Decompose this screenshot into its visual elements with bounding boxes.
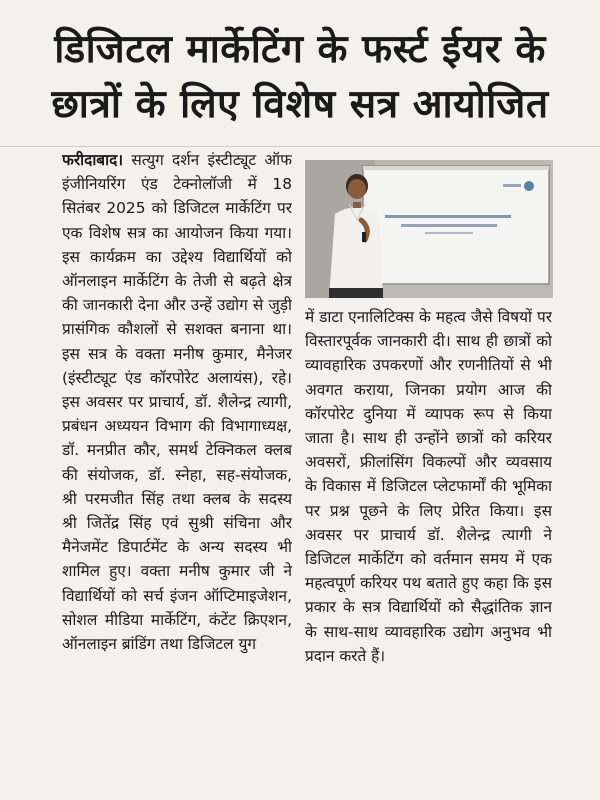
headline-line-1: डिजिटल मार्केटिंग के फर्स्ट ईयर के bbox=[54, 27, 546, 72]
headline bbox=[0, 22, 600, 132]
speaker-photo bbox=[305, 160, 553, 298]
photo-speaker-presentation-icon bbox=[305, 160, 553, 298]
article-column-right: में डाटा एनालिटिक्स के महत्व जैसे विषयों पर विस्तारपूर्वक जानकारी दी। साथ ही छात्रों को व्यावहारिक उपकरणों और रणनीतियों से भी अवगत कराया, जिनका प्रयोग आज की कॉरपोरेट दुनिया में व्यापक रूप से किया जाता है। साथ ही उन्होंने छात्रों को करियर अवसरों, फ्रीलांसिंग विकल्पों और व्यवसाय के विकास में डिजिटल प्लेटफार्मों की भूमिका पर प्रश्न पूछने के लिए प्रेरित किया। इस अवसर पर प्राचार्य डॉ. शैलेन्द्र त्यागी ने डिजिटल मार्केटिंग को वर्तमान समय में एक महत्वपूर्ण करियर पथ बताते हुए कहा कि इस प्रकार के सत्र विद्यार्थियों को सैद्धांतिक ज्ञान के साथ-साथ व्यावहारिक उद्योग अनुभव भी प्रदान करते हैं। bbox=[305, 308, 552, 665]
headline-line-2: छात्रों के लिए विशेष सत्र आयोजित bbox=[51, 82, 549, 127]
article-column-left bbox=[62, 148, 292, 778]
dateline: फरीदाबाद। bbox=[62, 151, 124, 169]
article-body-left: सत्युग दर्शन इंस्टीट्यूट ऑफ इंजीनियरिंग एंड टेक्नोलॉजी में 18 सितंबर 2025 को डिजिटल मार्केटिंग पर एक विशेष सत्र का आयोजन किया गया। इस कार्यक्रम का उद्देश्य विद्यार्थियों को ऑनलाइन मार्केटिंग के तेजी से बढ़ते क्षेत्र की जानकारी देना और उन्हें उद्योग से जुड़ी प्रासंगिक कौशलों से सशक्त बनाना था। इस सत्र के वक्ता मनीष कुमार, मैनेजर (इंस्टीट्यूट एंड कॉरपोरेट अलायंस), रहे। इस अवसर पर प्राचार्य, डॉ. शैलेन्द्र त्यागी, प्रबंधन अध्ययन विभाग की विभागाध्यक्ष, डॉ. मनप्रीत कौर, समर्थ टेक्निकल क्लब की संयोजक, डॉ. स्नेहा, सह-संयोजक, श्री परमजीत सिंह तथा क्लब के सदस्य श्री जितेंद्र सिंह एवं सुश्री संचिना और मैनेजमेंट डिपार्टमेंट के अन्य सदस्य भी शामिल हुए। वक्ता मनीष कुमार जी ने विद्यार्थियों को सर्च इंजन ऑप्टिमाइजेशन, सोशल मीडिया मार्केटिंग, कंटेंट क्रिएशन, ऑनलाइन ब्रांडिंग तथा डिजिटल युग bbox=[62, 151, 292, 654]
headline-divider bbox=[0, 146, 600, 147]
